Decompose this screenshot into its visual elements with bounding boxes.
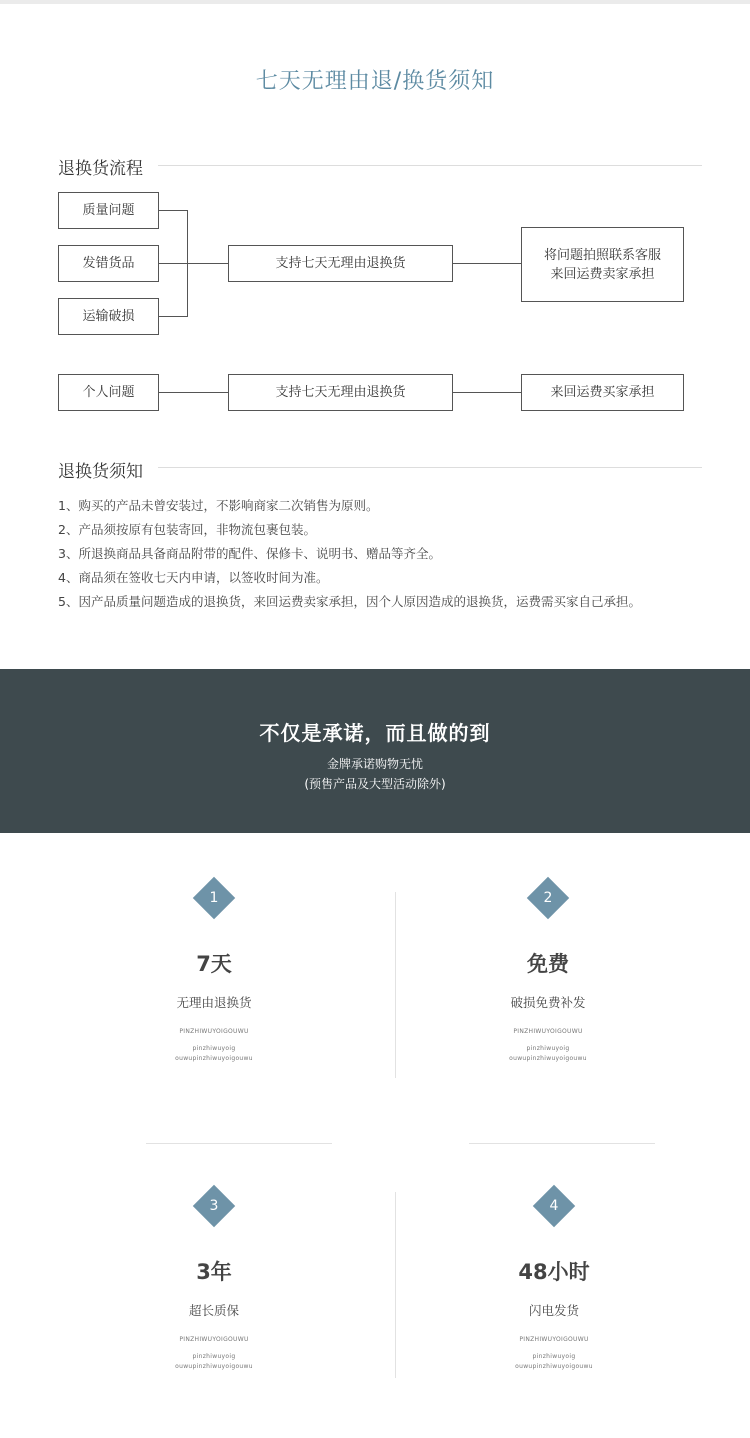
banner-title: 不仅是承诺，而且做的到	[259, 721, 491, 745]
feature-pinyin: pinzhiwuyoig	[192, 1045, 236, 1052]
notice-item: 3、所退换商品具备商品附带的配件、保修卡、说明书、赠品等齐全。	[58, 546, 441, 561]
feature-sub: 无理由退换货	[176, 995, 252, 1010]
feature-pinyin: PINZHIWUYOIGOUWU	[179, 1336, 249, 1343]
feature-divider-vertical	[395, 892, 396, 1078]
feature-divider-vertical	[395, 1192, 396, 1378]
feature-divider-horizontal	[146, 1143, 332, 1144]
feature-pinyin: PINZHIWUYOIGOUWU	[179, 1028, 249, 1035]
process-result	[521, 227, 684, 302]
feature-pinyin: pinzhiwuyoig	[532, 1353, 576, 1360]
connector	[453, 263, 521, 264]
feature-pinyin: PINZHIWUYOIGOUWU	[519, 1336, 589, 1343]
reason-wrong-item: 发错货品	[58, 245, 159, 282]
connector	[187, 263, 228, 264]
feature-big: 7天	[196, 952, 232, 976]
reason-transport-damage: 运输破损	[58, 298, 159, 335]
promise-banner	[0, 669, 750, 833]
feature-sub: 超长质保	[188, 1303, 239, 1318]
connector	[159, 210, 187, 211]
notice-item: 5、因产品质量问题造成的退换货，来回运费卖家承担，因个人原因造成的退换货，运费需买家自己承担。	[58, 594, 641, 609]
feature-number: 4	[549, 1198, 559, 1214]
notice-list	[58, 494, 641, 614]
personal-middle: 支持七天无理由退换货	[228, 374, 453, 411]
feature-pinyin: PINZHIWUYOIGOUWU	[513, 1028, 583, 1035]
reason-quality: 质量问题	[58, 192, 159, 229]
feature-number: 3	[209, 1198, 219, 1214]
feature-sub: 闪电发货	[528, 1303, 579, 1318]
feature-divider-horizontal	[469, 1143, 655, 1144]
connector	[159, 263, 187, 264]
feature-sub: 破损免费补发	[510, 995, 586, 1010]
connector	[159, 392, 228, 393]
feature-pinyin: ouwupinzhiwuyoigouwu	[515, 1363, 593, 1370]
feature-pinyin: ouwupinzhiwuyoigouwu	[175, 1363, 253, 1370]
result-line-2: 来回运费卖家承担	[550, 266, 655, 282]
personal-result: 来回运费买家承担	[521, 374, 684, 411]
notice-heading: 退换货须知	[58, 462, 143, 482]
banner-note: (预售产品及大型活动除外)	[304, 777, 446, 791]
feature-big: 48小时	[518, 1260, 590, 1284]
reason-personal: 个人问题	[58, 374, 159, 411]
notice-item: 4、商品须在签收七天内申请，以签收时间为准。	[58, 570, 329, 585]
top-divider	[0, 0, 750, 4]
notice-item: 1、购买的产品未曾安装过，不影响商家二次销售为原则。	[58, 498, 379, 513]
feature-pinyin: pinzhiwuyoig	[192, 1353, 236, 1360]
notice-heading-rule	[158, 467, 702, 468]
process-middle: 支持七天无理由退换货	[228, 245, 453, 282]
connector	[453, 392, 521, 393]
feature-number: 2	[543, 890, 553, 906]
banner-subtitle: 金牌承诺购物无忧	[326, 757, 423, 771]
connector	[159, 316, 187, 317]
feature-pinyin: ouwupinzhiwuyoigouwu	[175, 1055, 253, 1062]
feature-big: 3年	[196, 1260, 232, 1284]
feature-pinyin: ouwupinzhiwuyoigouwu	[509, 1055, 587, 1062]
feature-big: 免费	[527, 952, 569, 976]
process-heading-rule	[158, 165, 702, 166]
process-heading: 退换货流程	[58, 159, 143, 179]
notice-item: 2、产品须按原有包装寄回，非物流包裹包装。	[58, 522, 316, 537]
feature-pinyin: pinzhiwuyoig	[526, 1045, 570, 1052]
feature-number: 1	[209, 890, 219, 906]
result-line-1: 将问题拍照联系客服	[543, 247, 661, 263]
page-title: 七天无理由退/换货须知	[255, 69, 495, 94]
